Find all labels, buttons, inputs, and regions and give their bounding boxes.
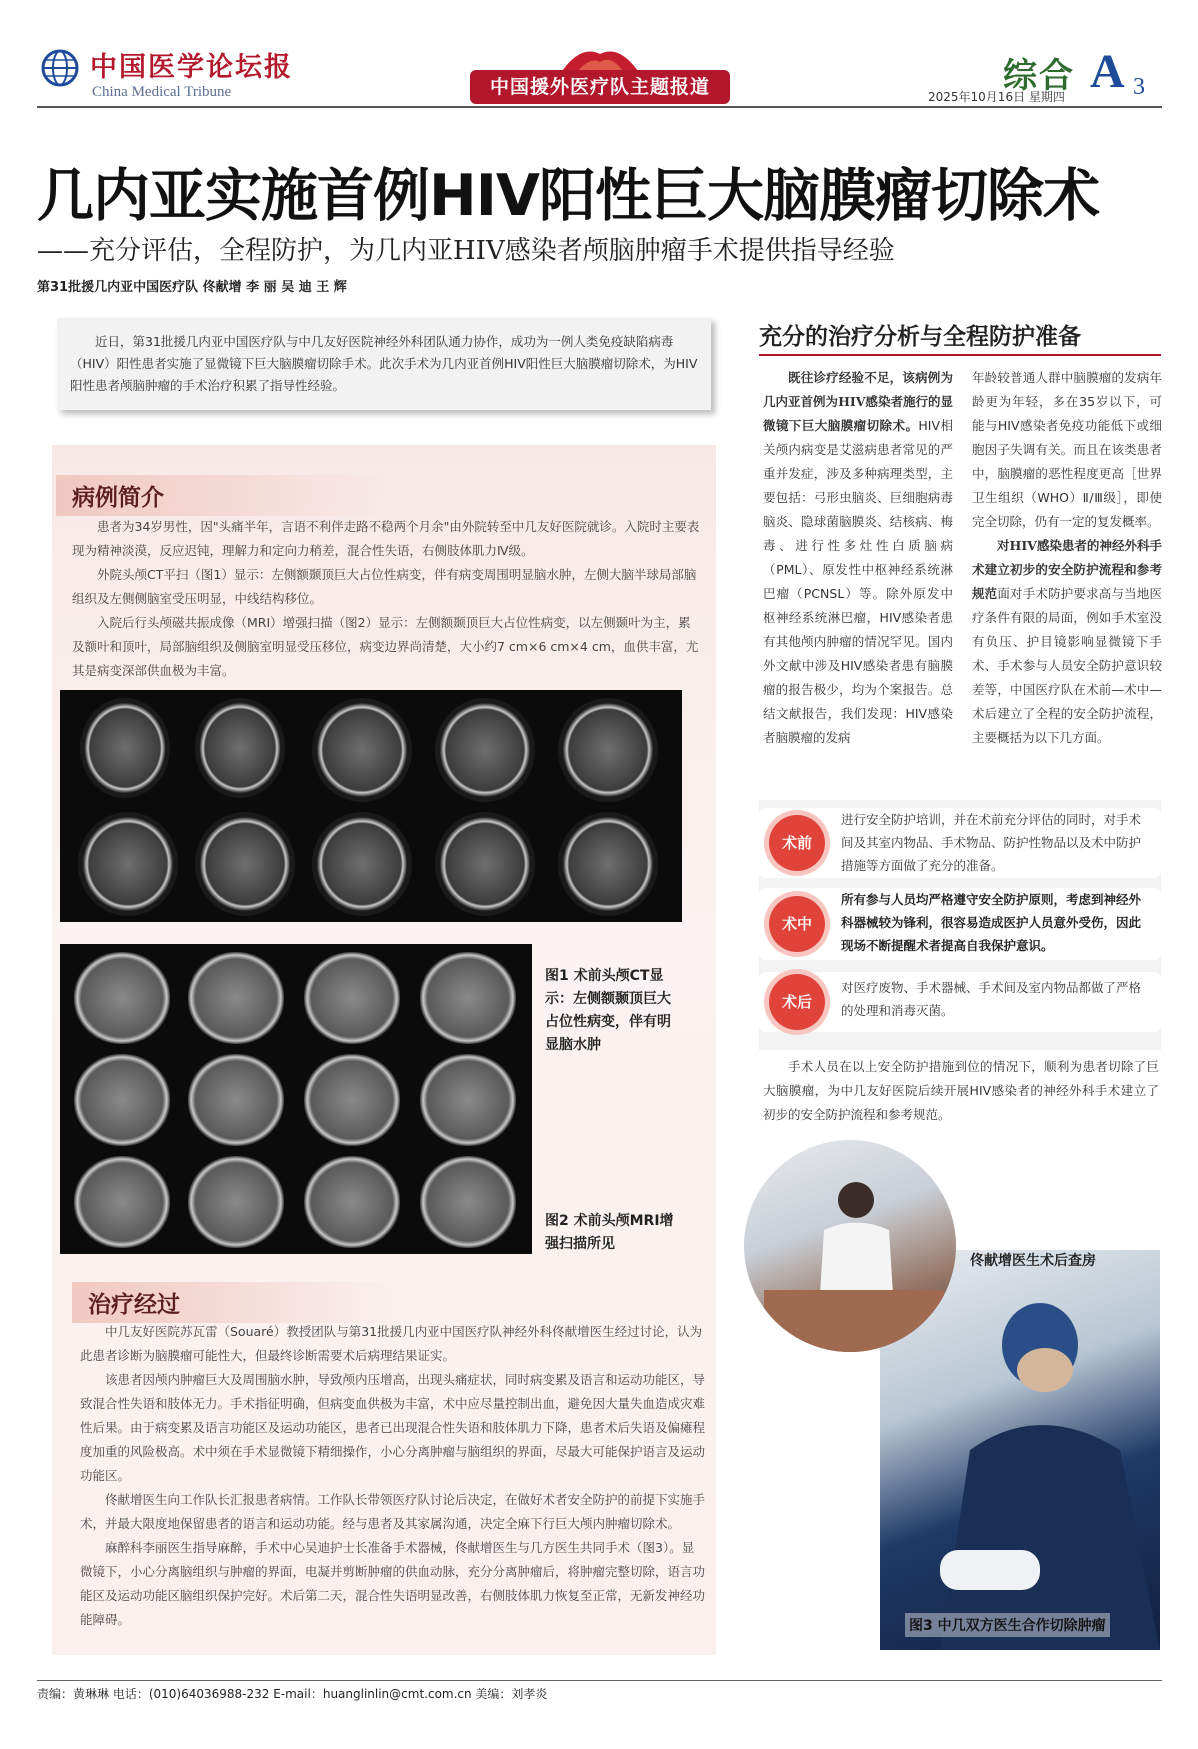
analysis-closing bbox=[763, 1055, 1159, 1127]
doctor-illustration bbox=[744, 1140, 956, 1352]
mri-slice bbox=[74, 1054, 170, 1146]
phase-preop-text: 进行安全防护培训，并在术前充分评估的同时，对手术间及其室内物品、手术物品、防护性物品以及术中防护措施等方面做了充分的准备。 bbox=[841, 812, 1142, 873]
mri-slice bbox=[74, 1156, 170, 1248]
headline: 几内亚实施首例HIV阳性巨大脑膜瘤切除术 bbox=[37, 163, 1100, 229]
analysis-heading: 充分的治疗分析与全程防护准备 bbox=[759, 318, 1161, 356]
phase-intraop-text: 所有参与人员均严格遵守安全防护原则，考虑到神经外科器械较为锋利，很容易造成医护人员意外受伤，因此现场不断提醒术者提高自我保护意识。 bbox=[841, 892, 1142, 953]
ct-slice bbox=[558, 812, 658, 916]
mri-slice bbox=[304, 1156, 400, 1248]
fig2-caption-block bbox=[545, 1210, 675, 1256]
treatment-heading: 治疗经过 bbox=[72, 1282, 404, 1323]
analysis-col2 bbox=[972, 366, 1162, 750]
phase-intraop-label: 术中 bbox=[769, 896, 825, 952]
phase-postop-label: 术后 bbox=[769, 974, 825, 1030]
analysis-paragraph bbox=[763, 366, 953, 750]
case-heading: 病例简介 bbox=[56, 475, 388, 516]
masthead-divider bbox=[37, 106, 1162, 108]
mri-slice bbox=[420, 952, 516, 1044]
analysis-lead-bold: 既往诊疗经验不足，该病例为几内亚首例为HIV感染者施行的显微镜下巨大脑膜瘤切除术。 bbox=[763, 370, 953, 433]
analysis-text: 年龄较普通人群中脑膜瘤的发病年龄更为年轻，多在35岁以下，可能与HIV感染者免疫功能低下或细胞因子失调有关。而且在该类患者中，脑膜瘤的恶性程度更高［世界卫生组织（WHO）Ⅱ/Ⅲ级］，即使完全切除，仍有一定的复发概率。 bbox=[972, 370, 1162, 529]
analysis-paragraph bbox=[972, 534, 1162, 750]
ct-slice bbox=[435, 812, 535, 916]
page-number: 3 bbox=[1133, 74, 1145, 100]
mri-slice bbox=[74, 952, 170, 1044]
ct-slice bbox=[312, 698, 412, 802]
analysis-text: HIV相关颅内病变是艾滋病患者常见的严重并发症，涉及多种病理类型，主要包括：弓形虫脑炎、巨细胞病毒脑炎、隐球菌脑膜炎、结核病、梅毒、进行性多灶性白质脑病（PML）、原发性中枢神经系统淋巴瘤（PCNSL）等。除外原发中枢神经系统淋巴瘤，HIV感染者患有其他颅内肿瘤的情况罕见。国内外文献中涉及HIV感染者患有脑膜瘤的报告极少，均为个案报告。总结文献报告，我们发现：HIV感染者脑膜瘤的发病 bbox=[763, 418, 953, 745]
case-paragraph: 入院后行头颅磁共振成像（MRI）增强扫描（图2）显示：左侧额颞顶巨大占位性病变，以左侧颞叶为主，累及额叶和顶叶，局部脑组织及侧脑室明显受压移位，病变边界尚清楚，大小约7 cm×6 cm×4 cm，血供丰富，尤其是病变深部供血极为丰富。 bbox=[72, 615, 699, 678]
footer-credits: 责编：黄琳琳 电话：(010)64036988-232 E-mail：huanglinlin@cmt.com.cn 美编：刘孝炎 bbox=[37, 1687, 548, 1701]
fig1-caption-block bbox=[545, 965, 675, 1057]
treatment-paragraph: 中几友好医院苏瓦雷（Souaré）教授团队与第31批援几内亚中国医疗队神经外科佟献增医生经过讨论，认为此患者诊断为脑膜瘤可能性大，但最终诊断需要术后病理结果证实。 bbox=[80, 1324, 703, 1363]
fig1-caption: 图1 术前头颅CT显示：左侧额颞顶巨大占位性病变，伴有明显脑水肿 bbox=[545, 968, 671, 1053]
phase-preop-label: 术前 bbox=[769, 815, 825, 871]
treatment-body bbox=[80, 1320, 705, 1632]
ct-slice bbox=[195, 812, 295, 916]
masthead-title-cn: 中国医学论坛报 bbox=[90, 52, 293, 83]
analysis-paragraph bbox=[972, 366, 1162, 534]
lead-text: 近日，第31批援几内亚中国医疗队与中几友好医院神经外科团队通力协作，成功为一例人类免疫缺陷病毒（HIV）阳性患者实施了显微镜下巨大脑膜瘤切除手术。此次手术为几内亚首例HIV阳性巨大脑膜瘤切除术，为HIV阳性患者颅脑肿瘤的手术治疗积累了指导性经验。 bbox=[70, 334, 698, 393]
issue-date: 2025年10月16日 星期四 bbox=[928, 90, 1065, 104]
treatment-paragraph: 佟献增医生向工作队长汇报患者病情。工作队长带领医疗队讨论后决定，在做好术者安全防护的前提下实施手术，并最大限度地保留患者的语言和运动功能。经与患者及其家属沟通，决定全麻下行巨大颅内肿瘤切除术。 bbox=[80, 1492, 706, 1531]
ct-slice bbox=[312, 812, 412, 916]
mri-slice bbox=[304, 952, 400, 1044]
fig3-caption: 图3 中几双方医生合作切除肿瘤 bbox=[905, 1613, 1110, 1637]
ct-scan-figure bbox=[60, 690, 682, 922]
mri-slice bbox=[188, 1156, 284, 1248]
case-paragraph: 患者为34岁男性，因"头痛半年，言语不利伴走路不稳两个月余"由外院转至中几友好医院就诊。入院时主要表现为精神淡漠，反应迟钝，理解力和定向力稍差，混合性失语，右侧肢体肌力Ⅳ级。 bbox=[72, 519, 700, 558]
analysis-col1 bbox=[763, 366, 953, 750]
byline: 第31批援几内亚中国医疗队 佟献增 李 丽 吴 迪 王 辉 bbox=[37, 280, 347, 295]
theme-banner: 中国援外医疗队主题报道 bbox=[470, 70, 730, 104]
footer-divider bbox=[37, 1680, 1162, 1681]
mri-scan-figure bbox=[60, 944, 532, 1254]
ct-slice bbox=[80, 698, 170, 798]
mri-slice bbox=[304, 1054, 400, 1146]
ct-slice bbox=[435, 698, 535, 802]
phase-postop bbox=[759, 972, 1161, 1032]
treatment-paragraph: 麻醉科李丽医生指导麻醉，手术中心吴迪护士长准备手术器械，佟献增医生与几方医生共同手术（图3）。显微镜下，小心分离脑组织与肿瘤的界面，电凝并剪断肿瘤的供血动脉，充分分离肿瘤后，将肿瘤完整切除，语言功能区及运动功能区脑组织保护完好。术后第二天，混合性失语明显改善，右侧肢体肌力恢复至正常，无新发神经功能障碍。 bbox=[80, 1540, 706, 1627]
analysis-text: 面对手术防护要求高与当地医疗条件有限的局面，例如手术室没有负压、护目镜影响显微镜下手术、手术参与人员安全防护意识较差等，中国医疗队在术前—术中—术后建立了全程的安全防护流程，主要概括为以下几方面。 bbox=[972, 586, 1162, 745]
section-letter: A bbox=[1090, 45, 1125, 98]
mri-slice bbox=[420, 1156, 516, 1248]
masthead-title-en: China Medical Tribune bbox=[92, 84, 232, 100]
fig2-caption: 图2 术前头颅MRI增强扫描所见 bbox=[545, 1213, 674, 1252]
ct-slice bbox=[558, 698, 658, 802]
mri-slice bbox=[188, 1054, 284, 1146]
ct-slice bbox=[78, 812, 178, 916]
case-paragraph: 外院头颅CT平扫（图1）显示：左侧额颞顶巨大占位性病变，伴有病变周围明显脑水肿，左侧大脑半球局部脑组织及左侧侧脑室受压明显，中线结构移位。 bbox=[72, 567, 697, 606]
phase-postop-text: 对医疗废物、手术器械、手术间及室内物品都做了严格的处理和消毒灭菌。 bbox=[841, 980, 1142, 1018]
subheadline: ——充分评估，全程防护，为几内亚HIV感染者颅脑肿瘤手术提供指导经验 bbox=[37, 236, 895, 266]
phase-preop bbox=[759, 808, 1161, 878]
case-body bbox=[72, 515, 700, 683]
photo1-caption: 佟献增医生术后查房 bbox=[970, 1253, 1096, 1269]
closing-paragraph: 手术人员在以上安全防护措施到位的情况下，顺利为患者切除了巨大脑膜瘤，为中几友好医院后续开展HIV感染者的神经外科手术建立了初步的安全防护流程和参考规范。 bbox=[763, 1059, 1159, 1122]
ward-round-photo bbox=[744, 1140, 956, 1352]
mri-slice bbox=[420, 1054, 516, 1146]
section-title: 综合 bbox=[1003, 56, 1075, 96]
globe-logo-icon bbox=[40, 48, 80, 88]
phase-intraop bbox=[759, 888, 1161, 960]
analysis-lead-bold: 对HIV感染患者的神经外科手术建立初步的安全防护流程和参考规范 bbox=[972, 538, 1162, 601]
ct-slice bbox=[195, 698, 285, 798]
mri-slice bbox=[188, 952, 284, 1044]
treatment-paragraph: 该患者因颅内肿瘤巨大及周围脑水肿，导致颅内压增高，出现头痛症状，同时病变累及语言和运动功能区，导致混合性失语和肢体无力。手术指征明确，但病变血供极为丰富，术中应尽量控制出血，避免因大量失血造成灾难性后果。由于病变累及语言功能区及运动功能区，患者已出现混合性失语和肢体肌力下降，患者术后失语及偏瘫程度加重的风险极高。术中须在手术显微镜下精细操作，小心分离肿瘤与脑组织的界面，尽最大可能保护语言及运动功能区。 bbox=[80, 1372, 706, 1483]
